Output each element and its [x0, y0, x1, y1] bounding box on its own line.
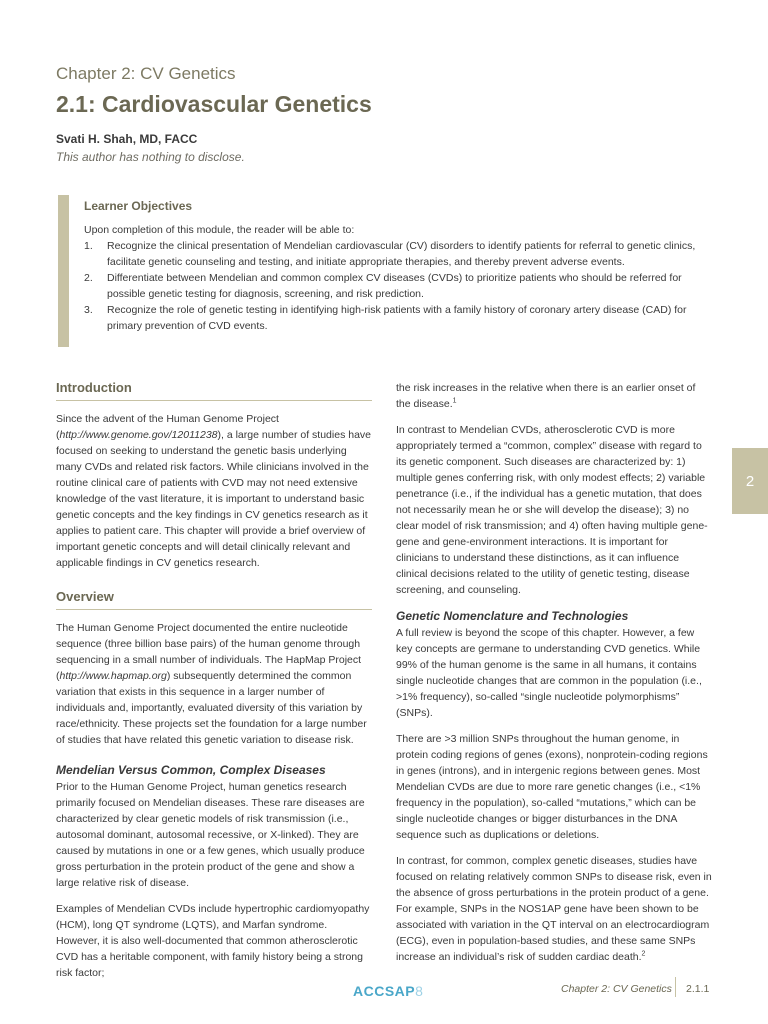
objective-text: Recognize the role of genetic testing in identifying high-risk patients with a family history of coronary artery disease (CAD) for primary prevention of CVD events.: [107, 304, 687, 332]
objectives-accent-bar: [58, 195, 69, 347]
overview-heading: Overview: [56, 589, 372, 610]
introduction-paragraph: [56, 411, 372, 571]
mendelian-paragraph-2: Examples of Mendelian CVDs include hypertrophic cardiomyopathy (HCM), long QT syndrome (LQTS), and Marfan syndrome. However, it is also well-documented that common atherosclerotic CVD has a heritable component, with family history being a strong risk factor;: [56, 903, 370, 979]
nomenclature-paragraph-3: [396, 853, 712, 965]
disclosure-statement: This author has nothing to disclose.: [56, 150, 245, 164]
overview-text-a: The Human Genome Project documented the entire nucleotide sequence (three billion base pairs) of the human genome through sequencing in a small number of individuals. The HapMap Project (: [56, 622, 362, 682]
intro-text-b: ), a large number of studies have focused on seeking to understand the genetic basis underlying many CVDs and related risk factors. While clinicians involved in the routine clinical care of patients with CVD may not need extensive knowledge of the vast literature, it is important to understand basic genetic concepts and the key findings in CV genetics research as it applies to patient care. This chapter will provide a brief overview of important genetic concepts and will detail clinically relevant and applicable findings in CV genetics research.: [56, 429, 372, 569]
author-name: Svati H. Shah, MD, FACC: [56, 132, 198, 146]
brand-logo: [353, 983, 423, 999]
introduction-heading: Introduction: [56, 380, 372, 401]
footer-divider: [675, 977, 676, 997]
nomenclature-paragraph-1: A full review is beyond the scope of this chapter. However, a few key concepts are germane to understanding CVD genetics. While 99% of the human genome is the same in all humans, it contains single nucleotide changes that are common in the population (i.e., >1% frequency), so-called “single nucleotide polymorphisms” (SNPs).: [396, 627, 702, 719]
objective-number: 1.: [84, 240, 93, 252]
continued-paragraph: [396, 380, 712, 412]
complex-disease-paragraph: In contrast to Mendelian CVDs, atherosclerotic CVD is more appropriately termed a “common, complex” disease with regard to its genetic component. Such diseases are characterized by: 1) multiple genes conferring risk, with only modest effects; 2) variable penetrance (i.e., if the individual has a genetic mutation, that does not necessarily mean he or she will develop the disease); 3) no clear model of risk transmission; and 4) often having multiple gene-gene and gene-environment interactions. It is important for clinicians to understand these distinctions, as it can influence clinical decisions related to the utility of genetic testing, disease screening, and counseling.: [396, 424, 708, 596]
continued-text: the risk increases in the relative when there is an earlier onset of the disease.: [396, 382, 696, 410]
objectives-heading: Learner Objectives: [84, 199, 193, 213]
objective-text: Recognize the clinical presentation of Mendelian cardiovascular (CV) disorders to identify patients for referral to genetic clinics, facilitate genetic counseling and testing, and initiate appropriate therapies, and thereby prevent adverse events.: [107, 240, 696, 268]
page-number: 2.1.1: [686, 983, 710, 995]
chapter-side-tab[interactable]: 2: [732, 448, 768, 514]
left-column: [56, 380, 372, 991]
objectives-list: [84, 238, 714, 334]
chapter-label: Chapter 2: CV Genetics: [56, 64, 236, 83]
nomenclature-heading: Genetic Nomenclature and Technologies: [396, 609, 629, 623]
learner-objectives-box: [58, 195, 714, 347]
right-column: [396, 380, 712, 975]
mendelian-heading: Mendelian Versus Common, Complex Diseases: [56, 763, 326, 777]
page-title: 2.1: Cardiovascular Genetics: [56, 91, 372, 117]
reference-marker: 2: [641, 950, 646, 958]
mendelian-paragraph-1: Prior to the Human Genome Project, human genetics research primarily focused on Mendelian diseases. These rare diseases are characterized by clear genetic models of risk transmission (i.e., autosomal dominant, autosomal recessive, or X-linked). They are caused by mutations in one or a few genes, which usually produce gross perturbation in the protein product of the gene and show a large relative risk of disease.: [56, 781, 365, 889]
brand-edition: 8: [415, 983, 424, 999]
overview-paragraph: [56, 620, 372, 748]
objective-item: [84, 302, 714, 334]
objective-number: 3.: [84, 304, 93, 316]
genome-gov-link[interactable]: http://www.genome.gov/12011238: [59, 429, 218, 441]
objective-text: Differentiate between Mendelian and common complex CV diseases (CVDs) to prioritize patients who should be referred for possible genetic testing for diagnosis, screening, and risk prediction.: [107, 272, 682, 300]
objective-item: [84, 270, 714, 302]
hapmap-link[interactable]: http://www.hapmap.org: [59, 670, 167, 682]
objective-item: [84, 238, 714, 270]
nomenclature-text-3: In contrast, for common, complex genetic diseases, studies have focused on relating relatively common SNPs to disease risk, even in the absence of gross perturbations in the protein product of a gene. For example, SNPs in the NOS1AP gene have been shown to be associated with variation in the QT interval on an electrocardiogram (ECG), even in population-based studies, and these same SNPs increase an individual’s risk of sudden cardiac death.: [396, 855, 712, 963]
objective-number: 2.: [84, 272, 93, 284]
overview-text-b: ) subsequently determined the common variation that exists in this sequence in a larger number of individuals and, importantly, evaluated diversity of this variation by race/ethnicity. These projects set the foundation for a large number of studies that have related this genetic variation to disease risk.: [56, 670, 367, 746]
intro-text-a: Since the advent of the Human Genome Project (: [56, 413, 279, 441]
footer-chapter-label: Chapter 2: CV Genetics: [561, 983, 672, 995]
reference-marker: 1: [452, 397, 457, 405]
nomenclature-paragraph-2: There are >3 million SNPs throughout the human genome, in protein coding regions of genes (exons), nonprotein-coding regions in genes (introns), and in intergenic regions between genes. Most Mendelian CVDs are due to more rare genetic changes (i.e., <1% frequency in the population), so-called “mutations,” which can be single nucleotide changes or bigger disturbances in the DNA sequence such as duplications or deletions.: [396, 733, 708, 841]
brand-name: ACCSAP: [353, 983, 416, 999]
objectives-intro: Upon completion of this module, the reader will be able to:: [84, 224, 355, 236]
